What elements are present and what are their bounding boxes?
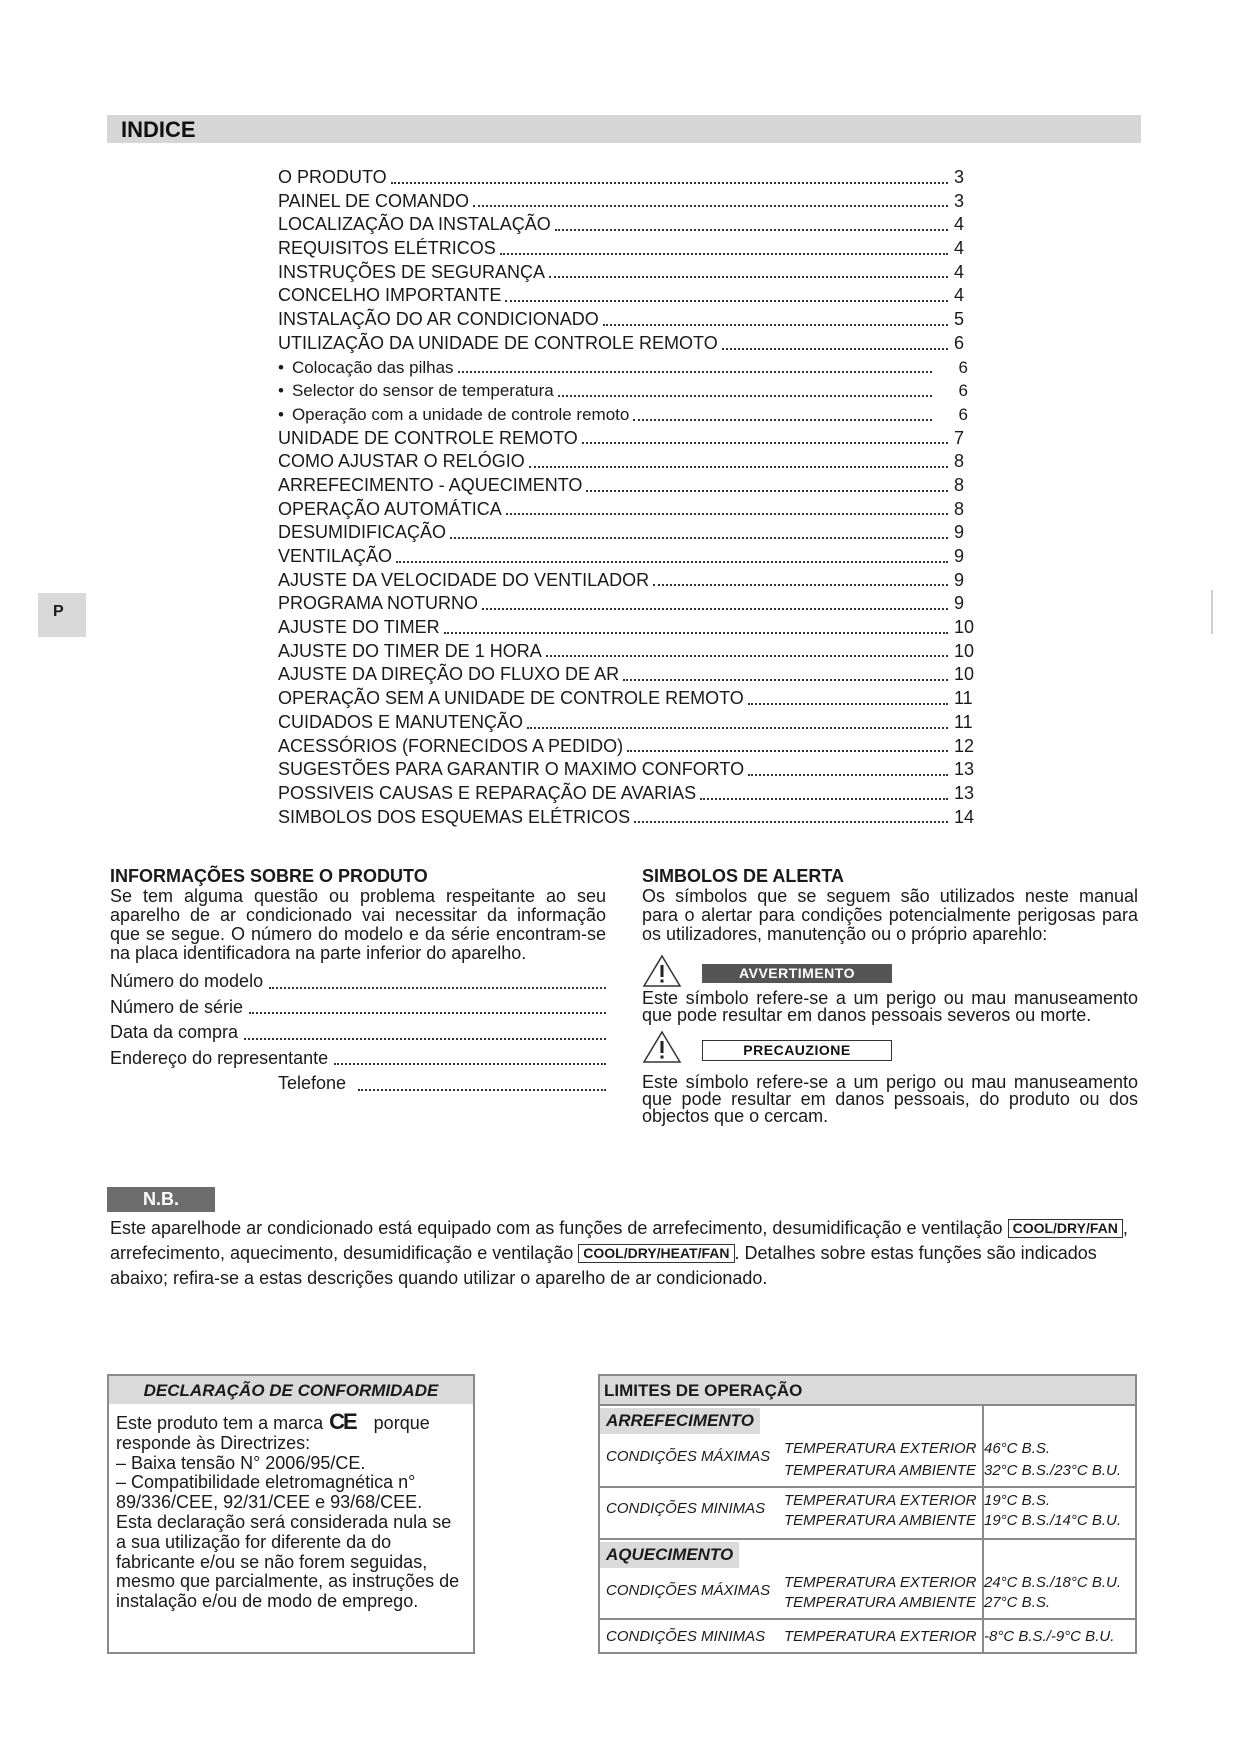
caution-triangle-icon xyxy=(642,1030,682,1064)
toc-item xyxy=(278,166,968,190)
toc-leader-dots xyxy=(623,679,948,681)
toc-leader-dots xyxy=(627,750,948,752)
toc-leader-dots xyxy=(722,348,948,350)
toc-item xyxy=(278,782,975,806)
limits-title: LIMITES DE OPERAÇÃO xyxy=(600,1376,1135,1404)
toc-item xyxy=(278,450,968,474)
purchase-date-label: Data da compra xyxy=(110,1022,239,1042)
toc-item xyxy=(278,592,968,616)
toc-item-page: 9 xyxy=(954,546,965,566)
toc-item xyxy=(278,474,968,498)
cooling-min-label: CONDIÇÕES MINIMAS xyxy=(606,1500,766,1517)
toc-item-label: ARREFECIMENTO - AQUECIMENTO xyxy=(278,474,583,495)
cooling-max-amb-value: 32°C B.S./23°C B.U. xyxy=(984,1462,1122,1479)
toc-item xyxy=(278,213,968,237)
toc-item-label: LOCALIZAÇÃO DA INSTALAÇÃO xyxy=(278,214,551,235)
toc-leader-dots xyxy=(586,490,948,492)
dealer-address-label: Endereço do representante xyxy=(110,1047,329,1068)
purchase-date-field xyxy=(110,1020,606,1046)
toc-leader-dots xyxy=(473,205,948,207)
toc-item xyxy=(278,687,973,711)
toc-item-page: 11 xyxy=(954,688,973,709)
divider xyxy=(600,1538,1135,1540)
heating-min-ext: TEMPERATURA EXTERIOR xyxy=(784,1628,977,1645)
toc-item-label: REQUISITOS ELÉTRICOS xyxy=(278,238,496,259)
toc-item xyxy=(278,758,975,782)
toc-item-page: 4 xyxy=(954,261,965,282)
alert-symbols-title: SIMBOLOS DE ALERTA xyxy=(642,866,844,886)
toc-item xyxy=(278,806,975,830)
toc-leader-dots xyxy=(506,513,948,515)
toc-item xyxy=(278,498,968,522)
toc-item xyxy=(278,427,968,451)
declaration-closing: Esta declaração será considerada nula se a sua utilização for diferente da do fabricante e/ou se não forem seguidas, mesmo que parcialmente, as instruções de instalação e/ou de modo de emprego. xyxy=(116,1511,460,1612)
cool-dry-heat-fan-mode-box: COOL/DRY/HEAT/FAN xyxy=(578,1244,734,1263)
toc-item xyxy=(278,521,968,545)
toc-leader-dots xyxy=(633,419,932,421)
cooling-max-amb: TEMPERATURA AMBIENTE xyxy=(784,1462,976,1479)
index-title: INDICE xyxy=(121,117,196,142)
toc-item-page: 8 xyxy=(954,474,965,495)
cooling-min-amb: TEMPERATURA AMBIENTE xyxy=(784,1512,976,1529)
toc-item-page: 4 xyxy=(954,214,965,235)
toc-leader-dots xyxy=(603,324,948,326)
toc-item-label: O PRODUTO xyxy=(278,167,387,187)
toc-item-page: 6 xyxy=(958,404,968,424)
toc-item-page: 4 xyxy=(954,285,965,306)
declaration-title: DECLARAÇÃO DE CONFORMIDADE xyxy=(109,1376,473,1404)
toc-item xyxy=(278,237,968,261)
toc-leader-dots xyxy=(555,229,948,231)
heating-max-ext: TEMPERATURA EXTERIOR xyxy=(784,1574,977,1591)
toc-item xyxy=(278,332,968,356)
toc-item-label: SIMBOLOS DOS ESQUEMAS ELÉTRICOS xyxy=(278,806,631,827)
toc-leader-dots xyxy=(450,537,948,539)
toc-item xyxy=(278,616,975,640)
toc-item xyxy=(278,261,968,285)
caution-text: Este símbolo refere-se a um perigo ou mau manuseamento que pode resultar em danos pessoais, do produto ou dos objectos que o cercam. xyxy=(642,1072,1138,1126)
toc-item-page: 14 xyxy=(954,806,975,827)
toc-item xyxy=(278,735,975,759)
cool-dry-fan-mode-box: COOL/DRY/FAN xyxy=(1008,1219,1123,1238)
toc-item-label: DESUMIDIFICAÇÃO xyxy=(278,522,447,543)
toc-item-page: 13 xyxy=(954,759,975,780)
cooling-min-ext-value: 19°C B.S. xyxy=(984,1492,1051,1509)
toc-item-label: AJUSTE DO TIMER DE 1 HORA xyxy=(278,640,542,661)
toc-item-label: CONCELHO IMPORTANTE xyxy=(278,285,502,306)
model-number-label: Número do modelo xyxy=(110,971,264,991)
toc-subitem xyxy=(278,403,968,427)
heating-label: AQUECIMENTO xyxy=(600,1542,739,1568)
toc-item-page: 10 xyxy=(954,617,975,638)
caution-label-box: PRECAUZIONE xyxy=(702,1040,892,1061)
toc-leader-dots xyxy=(748,703,948,705)
toc-leader-dots xyxy=(529,466,948,468)
toc-item-label: OPERAÇÃO SEM A UNIDADE DE CONTROLE REMOTO xyxy=(278,688,744,709)
toc-leader-dots xyxy=(653,584,948,586)
toc-leader-dots xyxy=(391,182,948,184)
heating-min-label: CONDIÇÕES MINIMAS xyxy=(606,1628,766,1645)
toc-item-label: • Operação com a unidade de controle remoto xyxy=(278,403,633,427)
declaration-bullet-emc: – Compatibilidade eletromagnética n° 89/336/CEE, 92/31/CEE e 93/68/CEE. xyxy=(116,1472,423,1513)
toc-item-label: PAINEL DE COMANDO xyxy=(278,190,470,211)
toc-leader-dots xyxy=(482,608,948,610)
ce-mark: CE xyxy=(329,1409,356,1434)
toc-item xyxy=(278,284,968,308)
nb-text-part3: . Detalhes sobre estas funções são indicados abaixo; refira-se a estas descrições quando utilizar o aparelho de ar condicionado. xyxy=(110,1243,1097,1288)
table-of-contents xyxy=(278,166,975,829)
toc-item-label: POSSIVEIS CAUSAS E REPARAÇÃO DE AVARIAS xyxy=(278,782,697,803)
toc-item-label: • Selector do sensor de temperatura xyxy=(278,379,558,403)
cooling-max-label: CONDIÇÕES MÁXIMAS xyxy=(606,1448,771,1465)
toc-item-page: 9 xyxy=(954,593,965,614)
toc-leader-dots xyxy=(458,371,932,373)
nb-text-part1: Este aparelhode ar condicionado está equipado com as funções de arrefecimento, desumidificação e ventilação xyxy=(110,1218,1003,1238)
dealer-address-field xyxy=(110,1046,606,1072)
alert-symbols-text: Os símbolos que se seguem são utilizados neste manual para o alertar para condições potencialmente perigosas para os utilizadores, manutenção ou o próprio aparehlo: xyxy=(642,886,1138,944)
toc-item-label: UTILIZAÇÃO DA UNIDADE DE CONTROLE REMOTO xyxy=(278,332,718,353)
toc-item-page: 7 xyxy=(954,427,965,448)
toc-leader-dots xyxy=(634,821,948,823)
cooling-min-ext: TEMPERATURA EXTERIOR xyxy=(784,1492,977,1509)
heating-max-amb: TEMPERATURA AMBIENTE xyxy=(784,1594,976,1611)
toc-item-label: ACESSÓRIOS (FORNECIDOS A PEDIDO) xyxy=(278,735,624,756)
divider xyxy=(600,1486,1135,1488)
declaration-line1a: Este produto tem a marca xyxy=(116,1413,324,1433)
toc-item xyxy=(278,190,968,214)
toc-item-label: VENTILAÇÃO xyxy=(278,546,393,566)
index-header-bar xyxy=(107,115,1141,143)
warning-triangle-icon xyxy=(642,954,682,988)
toc-leader-dots xyxy=(700,798,948,800)
toc-item-page: 6 xyxy=(954,332,965,353)
toc-item-label: INSTALAÇÃO DO AR CONDICIONADO xyxy=(278,309,599,330)
toc-item xyxy=(278,308,968,332)
nb-paragraph xyxy=(110,1216,1141,1291)
warning-label-box: AVVERTIMENTO xyxy=(702,964,892,983)
toc-item-label: COMO AJUSTAR O RELÓGIO xyxy=(278,451,525,472)
toc-leader-dots xyxy=(549,276,948,278)
declaration-directives: responde às Directrizes: xyxy=(116,1432,311,1453)
toc-item-page: 11 xyxy=(954,711,973,732)
toc-item-label: • Colocação das pilhas xyxy=(278,356,458,380)
toc-item-page: 12 xyxy=(954,735,975,756)
heating-max-label: CONDIÇÕES MÁXIMAS xyxy=(606,1582,771,1599)
cooling-min-amb-value: 19°C B.S./14°C B.U. xyxy=(984,1512,1122,1529)
divider xyxy=(600,1618,1135,1620)
toc-item-page: 9 xyxy=(954,569,965,590)
language-tab-label: P xyxy=(53,603,64,620)
toc-item-page: 3 xyxy=(954,167,965,187)
serial-number-field xyxy=(110,995,606,1021)
toc-item xyxy=(278,640,975,664)
toc-item-label: OPERAÇÃO AUTOMÁTICA xyxy=(278,498,502,519)
toc-item xyxy=(278,545,968,569)
toc-item xyxy=(278,569,968,593)
warning-text: Este símbolo refere-se a um perigo ou mau manuseamento que pode resultar em danos pessoais severos ou morte. xyxy=(642,988,1138,1025)
nb-label: N.B. xyxy=(107,1187,215,1212)
serial-number-label: Número de série xyxy=(110,996,244,1017)
declaration-line1b: porque xyxy=(373,1413,430,1433)
heating-min-ext-value: -8°C B.S./-9°C B.U. xyxy=(984,1628,1115,1645)
toc-item-label: PROGRAMA NOTURNO xyxy=(278,593,479,614)
toc-item-page: 5 xyxy=(954,309,965,330)
nb-text-part2: , arrefecimento, aquecimento, desumidificação e ventilação xyxy=(110,1218,1128,1263)
model-number-field xyxy=(110,969,606,995)
toc-item-label: INSTRUÇÕES DE SEGURANÇA xyxy=(278,261,546,282)
toc-item-page: 10 xyxy=(954,640,975,661)
toc-item-page: 4 xyxy=(954,238,965,259)
toc-item-page: 3 xyxy=(954,190,965,211)
toc-leader-dots xyxy=(527,727,948,729)
toc-item-page: 13 xyxy=(954,782,975,803)
toc-item-label: AJUSTE DO TIMER xyxy=(278,617,440,638)
toc-leader-dots xyxy=(546,655,948,657)
toc-subitem xyxy=(278,356,968,380)
declaration-bullet-low-voltage: – Baixa tensão N° 2006/95/CE. xyxy=(116,1452,366,1473)
cooling-max-ext: TEMPERATURA EXTERIOR xyxy=(784,1440,977,1457)
toc-leader-dots xyxy=(582,442,948,444)
declaration-body xyxy=(109,1404,473,1612)
toc-item-label: AJUSTE DA VELOCIDADE DO VENTILADOR xyxy=(278,569,650,590)
toc-item xyxy=(278,711,973,735)
alert-symbols-section xyxy=(642,866,1138,1125)
toc-leader-dots xyxy=(558,395,932,397)
toc-item-label: AJUSTE DA DIREÇÃO DO FLUXO DE AR xyxy=(278,664,620,685)
heating-max-ext-value: 24°C B.S./18°C B.U. xyxy=(984,1574,1122,1591)
toc-item xyxy=(278,663,975,687)
margin-mark xyxy=(1211,590,1213,634)
toc-item-page: 8 xyxy=(954,498,965,519)
phone-label: Telefone xyxy=(278,1073,347,1093)
toc-leader-dots xyxy=(748,774,948,776)
divider xyxy=(600,1404,1135,1406)
toc-leader-dots xyxy=(444,632,948,634)
toc-item-page: 6 xyxy=(958,381,968,401)
toc-leader-dots xyxy=(500,253,948,255)
toc-leader-dots xyxy=(505,300,948,302)
product-info-title: INFORMAÇÕES SOBRE O PRODUTO xyxy=(110,866,428,886)
toc-leader-dots xyxy=(396,561,948,563)
language-tab xyxy=(38,593,86,637)
toc-item-page: 6 xyxy=(958,357,968,377)
toc-item-label: CUIDADOS E MANUTENÇÃO xyxy=(278,711,524,732)
toc-item-page: 8 xyxy=(954,451,965,472)
product-info-text: Se tem alguma questão ou problema respeitante ao seu aparelho de ar condicionado vai necessitar da informação que se segue. O número do modelo e da série encontram-se na placa identificadora na parte inferior do aparelho. xyxy=(110,886,606,963)
heating-max-amb-value: 27°C B.S. xyxy=(984,1594,1051,1611)
declaration-of-conformity xyxy=(107,1374,475,1654)
toc-item-page: 10 xyxy=(954,664,975,685)
toc-item-page: 9 xyxy=(954,522,965,543)
cooling-label: ARREFECIMENTO xyxy=(600,1408,760,1434)
product-info-section xyxy=(110,866,606,1097)
toc-item-label: UNIDADE DE CONTROLE REMOTO xyxy=(278,427,578,448)
cooling-max-ext-value: 46°C B.S. xyxy=(984,1440,1051,1457)
toc-subitem xyxy=(278,379,968,403)
operating-limits-table xyxy=(598,1374,1137,1654)
phone-field xyxy=(110,1071,606,1097)
toc-item-label: SUGESTÕES PARA GARANTIR O MAXIMO CONFORTO xyxy=(278,759,745,780)
